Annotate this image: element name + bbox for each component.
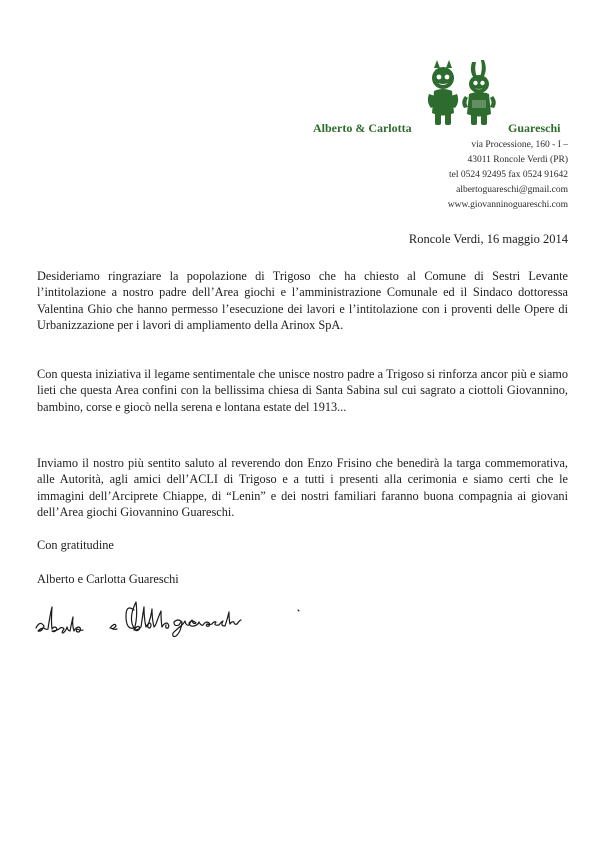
- paragraph-thanks: Desideriamo ringraziare la popolazione di Trigoso che ha chiesto al Comune di Sestri Levante l’intitolazione a nostro padre dell’Area giochi e l’amministrazione Comunale ed il Sindaco dottoressa Valentina Ghio che hanno permesso l’esecuzione dei lavori e l’intitolazione con i proventi delle Opere di Urbanizzazione per i lavori di ampliamento della Arinox SpA.: [37, 269, 568, 332]
- closing-phrase: Con gratitudine: [37, 538, 114, 552]
- email-address: albertoguareschi@gmail.com: [456, 185, 568, 195]
- letter-date: Roncole Verdi, 16 maggio 2014: [408, 232, 568, 246]
- brand-name-first: Alberto & Carlotta: [313, 121, 412, 135]
- paragraph-bond: Con questa iniziativa il legame sentimentale che unisce nostro padre a Trigoso si rinforza ancor più e siamo lieti che questa Area confini con la bellissima chiesa di Santa Sabina sul cui sagrato a ciottoli Giovannino, bambino, corse e giocò nella serena e lontana estate del 1913...: [37, 367, 568, 414]
- paragraph-greetings: Inviamo il nostro più sentito saluto al reverendo don Enzo Frisino che benedirà la targa commemorativa, alle Autorità, agli amici dell’ACLI di Trigoso e a tutti i presenti alla cerimonia e siamo certi che le immagini dell’Arciprete Chiappe, di “Lenin” e dei nostri familiari faranno buona compagnia ai giovani dell’Area giochi Giovannino Guareschi.: [37, 456, 568, 519]
- address-city: 43011 Roncole Verdi (PR): [467, 155, 568, 165]
- phone-fax: tel 0524 92495 fax 0524 91642: [448, 170, 568, 180]
- website-url: www.giovanninoguareschi.com: [447, 200, 568, 210]
- handwritten-signature: [30, 588, 320, 648]
- two-little-figures-logo-icon: [424, 58, 500, 134]
- letterhead: [0, 0, 595, 215]
- signatories-names: Alberto e Carlotta Guareschi: [37, 572, 179, 586]
- address-street: via Processione, 160 - I –: [471, 140, 568, 150]
- brand-name-surname: Guareschi: [508, 121, 561, 135]
